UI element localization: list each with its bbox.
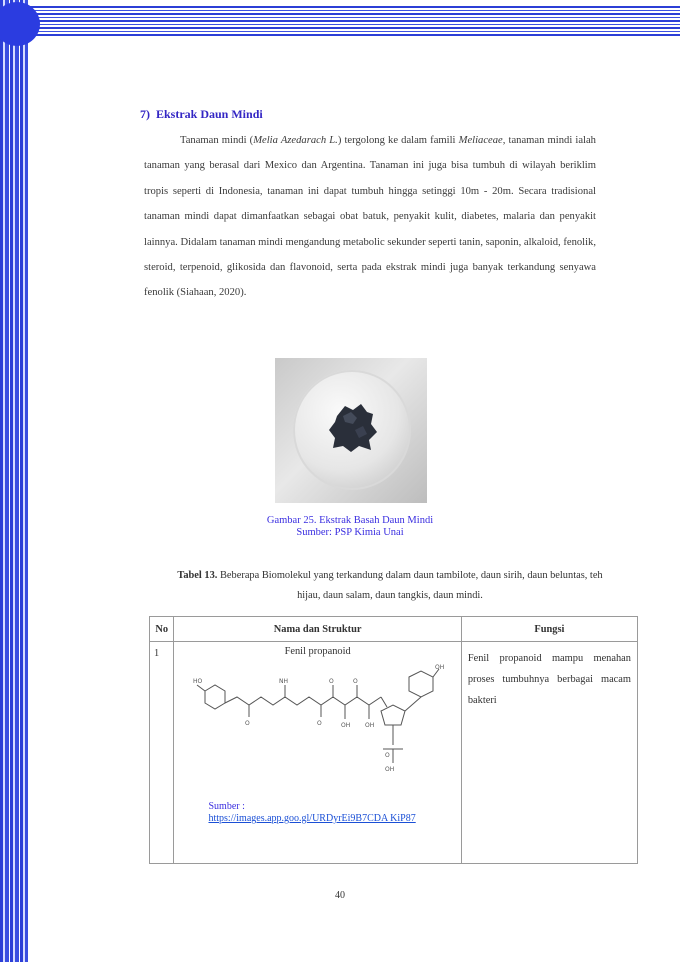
- extract-sample: [327, 402, 379, 454]
- paragraph-text-1: Tanaman mindi (: [180, 135, 254, 146]
- paragraph-text-3: tanaman mindi ialah tanaman yang berasal dari Mexico dan Argentina. Tanaman ini juga bisa tumbuh di wilayah beriklim tropis seperti di Indonesia, tanaman ini dapat tumbuh hingga setinggi 10m - 20m. Secara tradisional tanaman mindi dapat dimanfaatkan sebagai obat batuk, penyakit kulit, diabetes, malaria dan penyakit lainnya. Didalam tanaman mindi mengandung metabolic sekunder seperti tanin, saponin, alkaloid, fenolik, steroid, terpenoid, glikosida dan flavonoid, serta pada ekstrak mindi juga banyak terkandung senyawa fenolik (Siahaan, 2020).: [144, 135, 596, 299]
- page-number: 40: [335, 890, 345, 901]
- svg-text:OH: OH: [434, 664, 444, 671]
- left-decorative-band: [0, 0, 28, 962]
- row-function: Fenil propanoid mampu menahan proses tumbuhnya berbagai macam bakteri: [461, 642, 637, 864]
- section-title: Ekstrak Daun Mindi: [156, 107, 263, 121]
- source-label: Sumber :: [208, 801, 245, 812]
- species-name: Melia Azedarach L.: [253, 135, 338, 146]
- biomolecule-table: [149, 616, 638, 864]
- row-number: 1: [150, 642, 174, 864]
- svg-text:O: O: [352, 678, 358, 685]
- source-block: [208, 801, 456, 825]
- paragraph-text-2: ) tergolong ke dalam famili: [337, 135, 459, 146]
- svg-text:OH: OH: [364, 722, 374, 729]
- header-name-structure: Nama dan Struktur: [174, 617, 461, 642]
- compound-name: Fenil propanoid: [284, 646, 351, 657]
- figure-caption-source: Sumber: PSP Kimia Unai: [296, 527, 404, 538]
- header-function: Fungsi: [461, 617, 637, 642]
- table-caption-label: Tabel 13.: [177, 570, 218, 581]
- row-name-structure: [174, 642, 461, 864]
- chemical-structure-diagram: [193, 663, 443, 793]
- source-link[interactable]: https://images.app.goo.gl/URDyrEi9B7CDA KiP87: [208, 813, 416, 824]
- figure-caption-title: Gambar 25. Ekstrak Basah Daun Mindi: [266, 515, 434, 526]
- corner-decoration: [0, 2, 40, 46]
- svg-text:O: O: [244, 720, 250, 727]
- header-no: No: [150, 617, 174, 642]
- svg-text:OH: OH: [340, 722, 350, 729]
- figure-caption: [200, 515, 500, 539]
- body-paragraph: [144, 128, 596, 306]
- section-heading: [140, 107, 263, 122]
- top-decorative-band: [30, 6, 680, 38]
- extract-photo: [275, 358, 427, 503]
- svg-text:O: O: [384, 752, 390, 759]
- table-row: [150, 642, 638, 864]
- svg-text:O: O: [316, 720, 322, 727]
- family-name: Meliaceae,: [458, 135, 506, 146]
- svg-text:OH: OH: [384, 766, 394, 773]
- table-header-row: [150, 617, 638, 642]
- table-caption: [170, 566, 610, 606]
- svg-text:O: O: [328, 678, 334, 685]
- svg-text:NH: NH: [278, 678, 288, 685]
- table-caption-text: Beberapa Biomolekul yang terkandung dalam daun tambilote, daun sirih, daun beluntas, teh hijau, daun salam, daun tangkis, daun mindi.: [217, 570, 603, 601]
- section-number: 7): [140, 107, 150, 121]
- svg-text:HO: HO: [192, 678, 202, 685]
